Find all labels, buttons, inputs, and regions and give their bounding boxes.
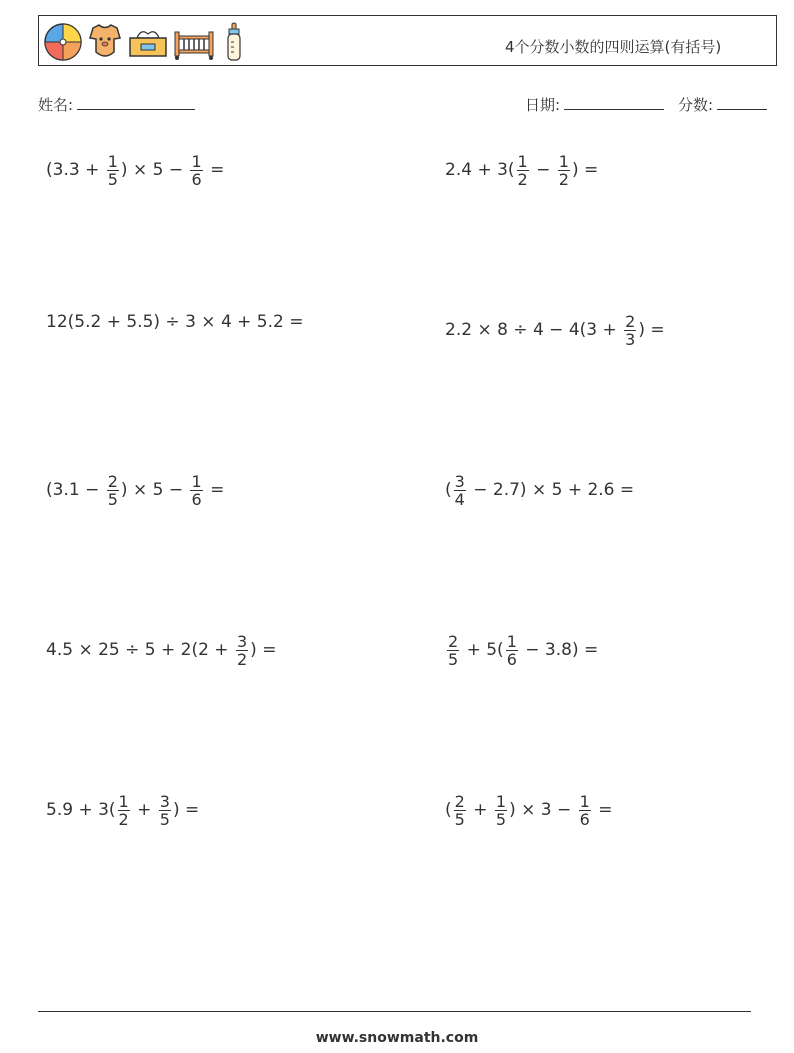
baby-onesie-icon — [87, 22, 123, 62]
problem-9 — [46, 790, 199, 830]
fraction-numerator: 2 — [625, 311, 636, 331]
beach-ball-icon — [43, 22, 83, 62]
worksheet-header — [38, 15, 777, 66]
score-blank[interactable] — [717, 95, 767, 110]
fraction — [118, 793, 130, 828]
expression-text: 2.2 × 8 ÷ 4 − 4(3 + — [445, 320, 623, 340]
problem-10 — [445, 790, 612, 830]
tissue-box-icon — [127, 22, 169, 62]
fraction-numerator: 2 — [448, 631, 459, 651]
fraction — [159, 793, 171, 828]
fraction-denominator: 5 — [448, 649, 459, 669]
fraction — [579, 793, 591, 828]
name-field — [38, 94, 195, 115]
fraction-numerator: 1 — [579, 791, 590, 811]
fraction-denominator: 5 — [107, 169, 118, 189]
baby-bottle-icon — [219, 22, 249, 62]
fraction — [558, 153, 570, 188]
expression-text: (3.3 + — [46, 160, 105, 180]
worksheet-title: 4个分数小数的四则运算(有括号) — [505, 38, 722, 56]
fraction — [447, 633, 459, 668]
fraction-numerator: 2 — [454, 791, 465, 811]
fraction-denominator: 6 — [191, 169, 202, 189]
name-label: 姓名: — [38, 96, 74, 114]
problem-1 — [46, 150, 224, 190]
problem-5 — [46, 470, 224, 510]
expression-text: 2.4 + 3( — [445, 160, 515, 180]
score-field — [678, 94, 767, 115]
expression-text: (3.1 − — [46, 480, 105, 500]
expression-text: 5.9 + 3( — [46, 800, 116, 820]
fraction-denominator: 2 — [517, 169, 528, 189]
score-label: 分数: — [678, 96, 714, 114]
problem-7 — [46, 630, 276, 670]
fraction-numerator: 1 — [107, 151, 118, 171]
problem-3 — [46, 302, 304, 342]
fraction-numerator: 1 — [558, 151, 569, 171]
fraction-numerator: 3 — [454, 471, 465, 491]
fraction-numerator: 1 — [191, 471, 202, 491]
expression-text: ) × 5 − — [120, 480, 189, 500]
fraction-denominator: 6 — [579, 809, 590, 829]
fraction — [107, 153, 119, 188]
fraction-numerator: 1 — [506, 631, 517, 651]
fraction — [454, 793, 466, 828]
header-icons — [43, 22, 249, 62]
expression-text: ) = — [172, 800, 200, 820]
fraction-numerator: 1 — [118, 791, 129, 811]
fraction-denominator: 2 — [558, 169, 569, 189]
fraction-denominator: 4 — [454, 489, 465, 509]
expression-text: ) = — [638, 320, 665, 340]
fraction-denominator: 2 — [236, 649, 248, 669]
expression-text: − 3.8) = — [519, 640, 599, 660]
expression-text: ) = — [250, 640, 277, 660]
fraction-denominator: 5 — [454, 809, 465, 829]
fraction-denominator: 6 — [191, 489, 202, 509]
expression-text: + 5( — [461, 640, 504, 660]
expression-text: − — [530, 160, 556, 180]
fraction-numerator: 1 — [191, 151, 202, 171]
date-blank[interactable] — [564, 95, 664, 110]
crib-icon — [173, 22, 215, 62]
expression-text: + — [131, 800, 157, 820]
expression-text: ) × 5 − — [120, 160, 189, 180]
fraction — [190, 473, 202, 508]
fraction — [517, 153, 529, 188]
fraction-denominator: 2 — [118, 809, 129, 829]
date-field — [525, 94, 664, 115]
footer-divider — [38, 1011, 751, 1012]
expression-text: ( — [445, 800, 452, 820]
problem-4 — [445, 310, 665, 350]
fraction-numerator: 3 — [236, 631, 248, 651]
name-blank[interactable] — [77, 95, 195, 110]
fraction — [506, 633, 518, 668]
expression-text: 12(5.2 + 5.5) ÷ 3 × 4 + 5.2 = — [46, 312, 304, 332]
fraction — [624, 313, 636, 348]
fraction — [107, 473, 119, 508]
fraction — [236, 633, 248, 668]
fraction-denominator: 6 — [506, 649, 517, 669]
expression-text: = — [204, 480, 225, 500]
fraction — [454, 473, 466, 508]
fraction-denominator: 5 — [495, 809, 507, 829]
expression-text: ) = — [571, 160, 599, 180]
fraction-numerator: 3 — [159, 791, 170, 811]
fraction — [190, 153, 202, 188]
expression-text: = — [592, 800, 613, 820]
expression-text: ( — [445, 480, 452, 500]
footer-url: www.snowmath.com — [315, 1030, 479, 1046]
expression-text: = — [204, 160, 225, 180]
fraction-numerator: 1 — [517, 151, 528, 171]
problem-6 — [445, 470, 634, 510]
fraction-denominator: 3 — [625, 329, 636, 349]
expression-text: + — [467, 800, 493, 820]
expression-text: − 2.7) × 5 + 2.6 = — [467, 480, 635, 500]
expression-text: 4.5 × 25 ÷ 5 + 2(2 + — [46, 640, 234, 660]
fraction-numerator: 2 — [107, 471, 118, 491]
problem-2 — [445, 150, 598, 190]
fraction-denominator: 5 — [107, 489, 118, 509]
fraction — [495, 793, 507, 828]
fraction-numerator: 1 — [495, 791, 507, 811]
expression-text: ) × 3 − — [509, 800, 577, 820]
date-label: 日期: — [525, 96, 561, 114]
fraction-denominator: 5 — [159, 809, 170, 829]
problem-8 — [445, 630, 598, 670]
